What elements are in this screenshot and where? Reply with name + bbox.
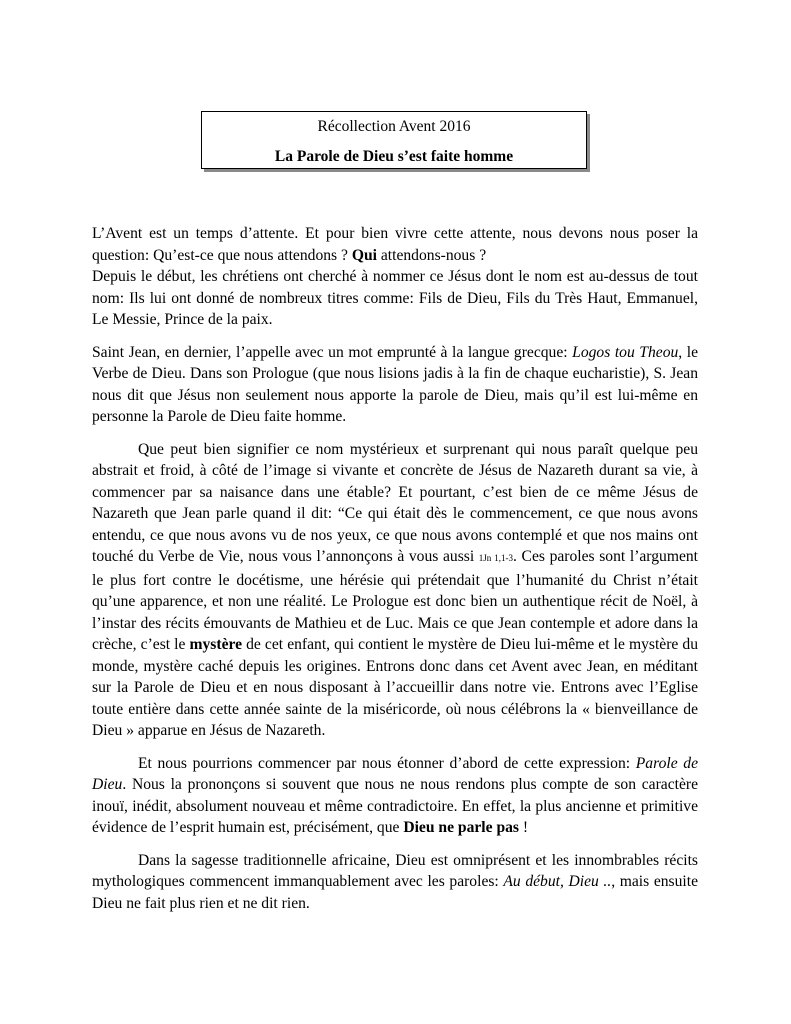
paragraph-3-text-b: . Ces paroles sont l’argument le plus fort contre le docétisme, une hérésie qui prétendait que l’humanité du Christ n’était qu’une apparence, et non une réalité. Le Prologue est donc bien un authentique récit de Noël, à l’instar des récits émouvants de Mathieu et de Luc. Mais ce que Jean contemple et adore dans la crèche, c’est le [92,548,698,653]
paragraph-5-text-c: , mais ensuite Dieu ne fait plus rien et ne dit rien. [92,873,698,912]
paragraph-3 [92,439,698,742]
paragraph-2-italic-logos: Logos tou Theou [572,343,679,361]
paragraph-3-bold-mystere: mystère [189,636,243,653]
paragraph-1 [92,223,698,331]
paragraph-5-text-a: Dans la sagesse traditionnelle africaine, Dieu est omniprésent et les innombrables récits mythologiques commencent immanquablement avec les paroles: [92,851,698,890]
paragraph-2-text-c: , le Verbe de Dieu. Dans son Prologue (que nous lisions jadis à la fin de chaque eucharistie), S. Jean nous dit que Jésus non seulement nous apporte la parole de Dieu, mais qu’il est lui-même en personne la Parole de Dieu faite homme. [92,343,698,425]
title-box [201,111,587,169]
paragraph-4 [92,753,698,839]
document-title: La Parole de Dieu s’est faite homme [274,148,514,165]
paragraph-4-text-e: ! [519,819,529,836]
paragraph-5 [92,850,698,915]
paragraph-5-italic-au-debut: Au début, Dieu .. [503,873,612,890]
paragraph-4-text-c: . Nous la prononçons si souvent que nous ne nous rendons plus compte de son caractère inouï, inédit, absolument nouveau et même contradictoire. En effet, la plus ancienne et primitive évidence de l’esprit humain est, précisément, que [92,776,698,836]
paragraph-3-text-a: Que peut bien signifier ce nom mystérieux et surprenant qui nous paraît quelque peu abstrait et froid, à côté de l’image si vivante et concrète de Jésus de Nazareth durant sa vie, à commencer par sa naisance dans une étable? Et pourtant, c’est bien de ce même Jésus de Nazareth que Jean parle quand il dit: “Ce qui était dès le commencement, ce que nous avons entendu, ce que nous avons vu de nos yeux, ce que nous avons contemplé et que nos mains ont touché du Verbe de Vie, nous vous l’annonçons à vous aussi [92,440,698,565]
paragraph-4-italic-parole: Parole de Dieu [92,754,698,793]
paragraph-2 [92,342,698,428]
paragraph-4-text-a: Et nous pourrions commencer par nous étonner d’abord de cette expression: [138,754,636,772]
paragraph-1-text-d: Depuis le début, les chrétiens ont cherché à nommer ce Jésus dont le nom est au-dessus de tout nom: Ils lui ont donné de nombreux titres comme: Fils de Dieu, Fils du Très Haut, Emmanuel, Le Messie, Prince de la paix. [92,268,698,328]
paragraph-2-text-a: Saint Jean, en dernier, l’appelle avec un mot emprunté à la langue grecque: [92,343,573,361]
scripture-reference: 1Jn 1,1-3 [478,553,514,563]
paragraph-1-text-a: L’Avent est un temps d’attente. Et pour bien vivre cette attente, nous devons nous poser la question: Qu’est-ce que nous attendons ? [92,225,698,264]
document-body [92,223,698,925]
paragraph-1-text-c: attendons-nous ? [376,246,487,264]
paragraph-3-text-d: de cet enfant, qui contient le mystère de Dieu lui-même et le mystère du monde, mystère caché depuis les origines. Entrons donc dans cet Avent avec Jean, en méditant sur la Parole de Dieu et en nous disposant à l’accueillir dans notre vie. Entrons avec l’Eglise toute entière dans cette année sainte de la miséricorde, où nous célébrons la « bienveillance de Dieu » apparue en Jésus de Nazareth. [92,636,698,739]
paragraph-4-bold-dieu-ne-parle-pas: Dieu ne parle pas [403,819,519,836]
paragraph-1-bold-qui: Qui [351,246,377,264]
recollection-heading: Récollection Avent 2016 [317,118,471,135]
